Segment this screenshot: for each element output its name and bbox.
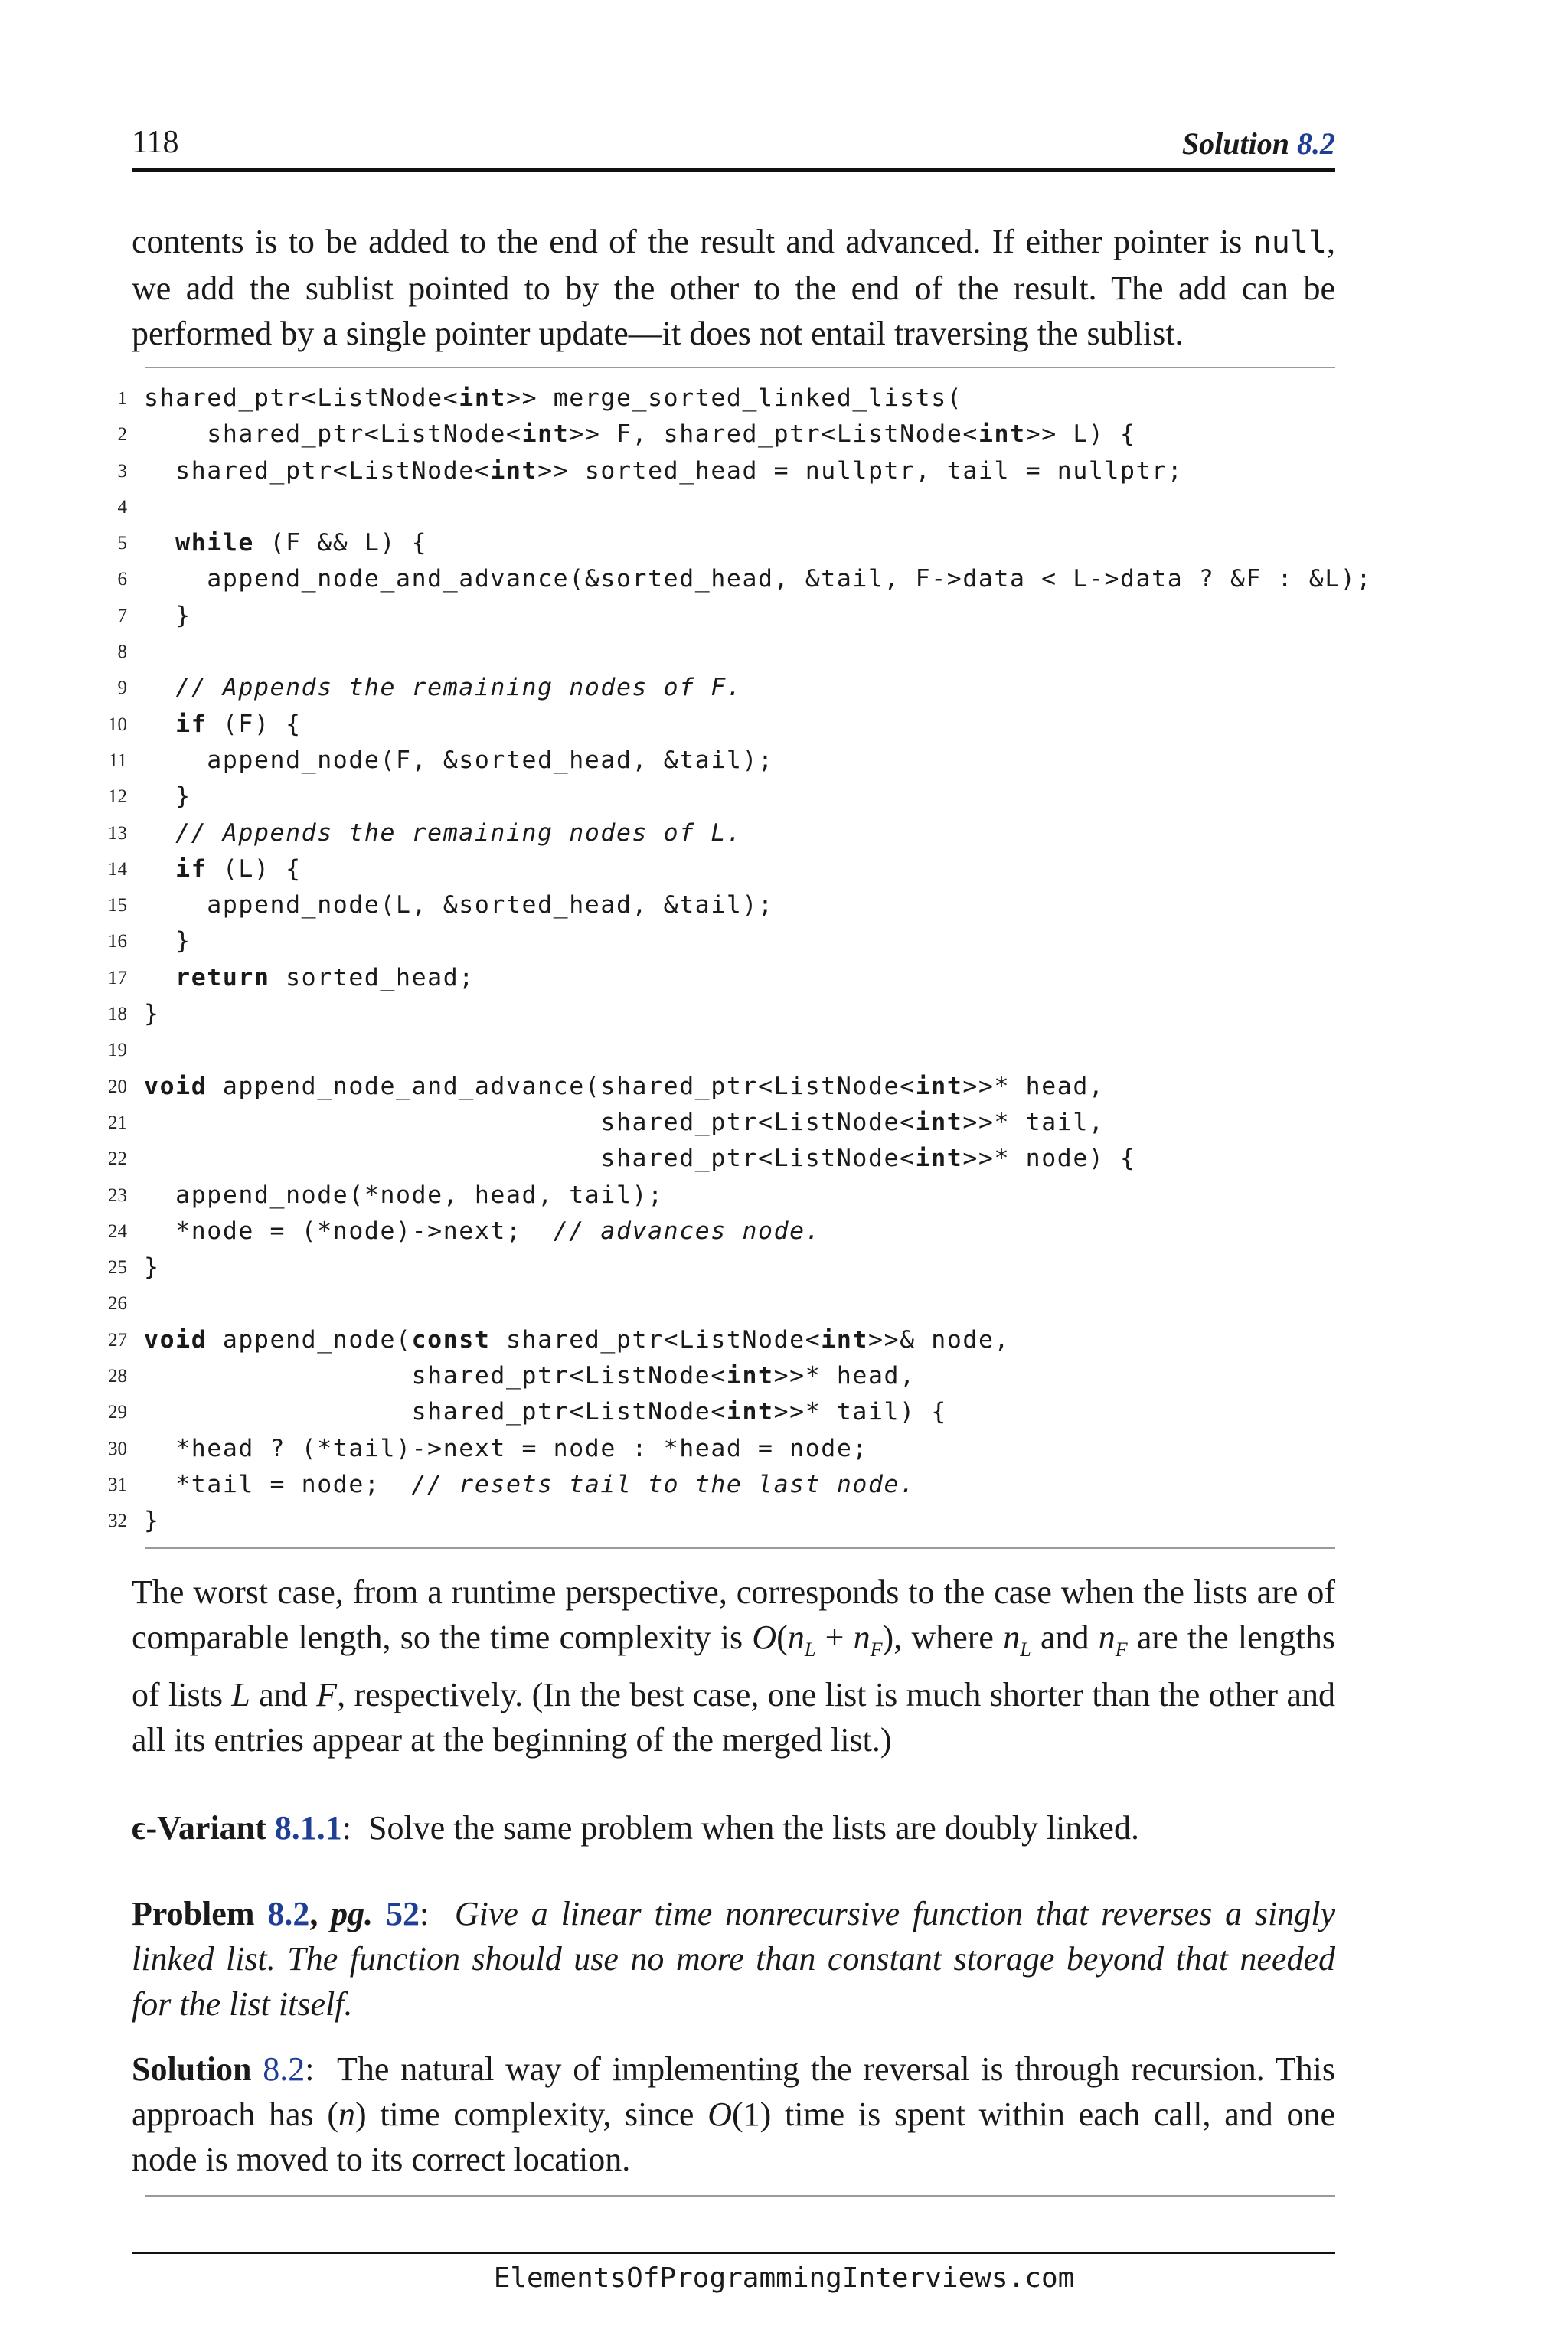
code-text: void append_node(const shared_ptr<ListNode<int>>& node, <box>144 1325 1011 1354</box>
line-number: 28 <box>108 1366 127 1387</box>
line-number: 14 <box>108 858 127 880</box>
footer-site[interactable]: ElementsOfProgrammingInterviews.com <box>493 2262 1075 2294</box>
code-line <box>96 1431 1352 1467</box>
code-line <box>96 887 1352 923</box>
variant-number-link[interactable]: 8.1.1 <box>274 1809 342 1847</box>
code-text: shared_ptr<ListNode<int>>* head, <box>144 1362 916 1390</box>
line-number: 10 <box>108 714 127 735</box>
line-number: 7 <box>117 605 127 626</box>
code-line <box>96 923 1352 959</box>
line-number: 11 <box>108 750 127 771</box>
running-title <box>1182 126 1335 162</box>
code-line <box>96 996 1352 1032</box>
code-text: append_node(*node, head, tail); <box>144 1181 664 1209</box>
problem-number-link[interactable]: 8.2 <box>267 1895 310 1932</box>
code-top-rule <box>145 367 1335 368</box>
line-number: 27 <box>108 1329 127 1351</box>
line-number: 24 <box>108 1220 127 1242</box>
line-number: 30 <box>108 1438 127 1459</box>
line-number: 18 <box>108 1004 127 1025</box>
problem-label: Problem <box>132 1895 268 1932</box>
code-line <box>96 525 1352 561</box>
n-l-sub: L <box>804 1638 816 1661</box>
code-line <box>96 670 1352 706</box>
n-f-sub: F <box>870 1638 883 1661</box>
line-number: 19 <box>108 1040 127 1061</box>
code-line <box>96 1358 1352 1394</box>
code-line <box>96 1214 1352 1250</box>
code-line <box>96 598 1352 634</box>
list-f: F <box>316 1675 338 1713</box>
code-line <box>96 416 1352 452</box>
line-number: 32 <box>108 1511 127 1532</box>
code-text: void append_node_and_advance(shared_ptr<ListNode<int>>* head, <box>144 1072 1105 1100</box>
n-f: n <box>853 1619 871 1656</box>
complexity-text-1: The worst case, from a runtime perspective, corresponds to the case when the lists are of comparable length, so the time complexity is <box>132 1573 1335 1656</box>
line-number: 23 <box>108 1184 127 1206</box>
code-text: if (F) { <box>175 710 302 738</box>
code-text: } <box>144 927 191 956</box>
variant-label: ϵ-Variant <box>132 1809 275 1847</box>
line-number: 25 <box>108 1257 127 1279</box>
code-line <box>96 743 1352 779</box>
code-text: } <box>144 601 191 629</box>
line-number: 17 <box>108 967 127 988</box>
code-line <box>96 1250 1352 1285</box>
code-line <box>96 561 1373 597</box>
line-number: 21 <box>108 1112 127 1133</box>
code-text: return sorted_head; <box>175 963 475 991</box>
inline-code-null: null <box>1253 225 1327 260</box>
solution-colon: : <box>305 2050 315 2088</box>
problem-pg-label: pg. <box>331 1895 374 1932</box>
line-number: 12 <box>108 786 127 808</box>
code-line <box>96 960 1352 996</box>
n-l-2-sub: L <box>1020 1638 1031 1661</box>
code-line <box>96 779 1352 815</box>
code-line <box>96 1032 1352 1068</box>
code-line <box>96 489 1352 525</box>
line-number: 5 <box>117 533 127 554</box>
code-text: } <box>144 782 191 811</box>
code-line <box>96 453 1352 489</box>
page-header <box>132 122 1335 172</box>
code-text: shared_ptr<ListNode<int>>* node) { <box>144 1145 1136 1173</box>
line-number: 2 <box>117 424 127 446</box>
code-bottom-rule <box>145 1547 1335 1549</box>
variant-text: Solve the same problem when the lists are doubly linked. <box>368 1809 1139 1847</box>
code-listing <box>96 381 1373 1540</box>
code-text: *head ? (*tail)->next = node : *head = node; <box>144 1434 868 1462</box>
problem-colon: : <box>419 1895 430 1932</box>
code-text: *node = (*node)->next; // advances node. <box>144 1217 822 1245</box>
and-1: and <box>1031 1619 1099 1656</box>
code-line <box>96 1285 1352 1321</box>
line-number: 9 <box>117 678 127 699</box>
complexity-text-3: are the lengths of lists <box>132 1619 1335 1713</box>
problem-text: Give a linear time nonrecursive function that reverses a singly linked list. The function should use no more than constant storage beyond that needed for the list itself. <box>132 1895 1335 2023</box>
paren-open: ( <box>776 1619 788 1656</box>
and-2: and <box>250 1675 317 1713</box>
code-line <box>96 1467 1352 1503</box>
line-number: 16 <box>108 931 127 952</box>
code-text: if (L) { <box>175 854 302 883</box>
solution-text-1: The natural way of implementing the reversal is through recursion. This approach has ( <box>132 2050 1335 2133</box>
line-number: 1 <box>117 388 127 409</box>
code-text: append_node_and_advance(&sorted_head, &tail, F->data < L->data ? &F : &L); <box>144 565 1373 593</box>
problem-paragraph <box>132 1891 1335 2027</box>
code-text: // Appends the remaining nodes of L. <box>175 818 743 847</box>
line-number: 26 <box>108 1293 127 1315</box>
code-line <box>96 1322 1352 1358</box>
code-line <box>96 815 1352 851</box>
paren-close: ) <box>882 1619 894 1656</box>
code-line <box>96 707 1352 743</box>
code-text: } <box>144 1507 160 1535</box>
code-line <box>96 381 1352 416</box>
running-title-label: Solution <box>1181 126 1289 161</box>
code-text: shared_ptr<ListNode<int>> merge_sorted_linked_lists( <box>144 384 963 412</box>
line-number: 6 <box>117 569 127 590</box>
complexity-text-4: , respectively. (In the best case, one list is much shorter than the other and all its entries appear at the beginning of the merged list.) <box>132 1675 1336 1759</box>
solution-paragraph <box>132 2047 1335 2182</box>
code-text: shared_ptr<ListNode<int>> F, shared_ptr<ListNode<int>> L) { <box>144 420 1136 449</box>
code-text: // Appends the remaining nodes of F. <box>175 674 743 702</box>
code-line <box>96 1141 1352 1177</box>
problem-page-link[interactable]: 52 <box>385 1895 420 1932</box>
intro-paragraph <box>132 219 1335 356</box>
code-line <box>96 1105 1352 1141</box>
code-line <box>96 634 1352 670</box>
footer-rule <box>132 2252 1335 2254</box>
code-text: append_node(L, &sorted_head, &tail); <box>144 891 774 920</box>
list-l: L <box>231 1675 250 1713</box>
big-o: O <box>752 1619 777 1656</box>
line-number: 13 <box>108 822 127 844</box>
running-title-link[interactable]: 8.2 <box>1297 126 1335 161</box>
line-number: 31 <box>108 1474 127 1495</box>
solution-number-link[interactable]: 8.2 <box>263 2050 305 2088</box>
code-text: shared_ptr<ListNode<int>>* tail) { <box>144 1398 947 1426</box>
code-text: shared_ptr<ListNode<int>>* tail, <box>144 1108 1105 1136</box>
intro-text-2: , we add the sublist pointed to by the other to the end of the result. The add can be performed by a single pointer update—it does not entail traversing the sublist. <box>132 223 1335 352</box>
code-line <box>96 851 1352 887</box>
code-text: } <box>144 1000 160 1028</box>
n-f-2-sub: F <box>1115 1638 1128 1661</box>
code-line <box>96 1394 1352 1430</box>
solution-n: n <box>338 2096 355 2133</box>
intro-text-1: contents is to be added to the end of the result and advanced. If either pointer is <box>132 223 1253 260</box>
solution-big-o: O <box>707 2096 732 2133</box>
code-text: shared_ptr<ListNode<int>> sorted_head = nullptr, tail = nullptr; <box>144 456 1184 485</box>
variant-colon: : <box>341 1809 352 1847</box>
code-line <box>96 1503 1352 1539</box>
code-text: } <box>144 1253 160 1282</box>
line-number: 15 <box>108 895 127 916</box>
code-text: append_node(F, &sorted_head, &tail); <box>144 746 774 774</box>
code-text: while (F && L) { <box>175 529 428 557</box>
plus: + <box>815 1619 854 1656</box>
n-l: n <box>787 1619 805 1656</box>
line-number: 3 <box>117 460 127 482</box>
variant-paragraph <box>132 1805 1335 1851</box>
solution-text-3: (1) time is spent within each call, and one node is moved to its correct location. <box>132 2096 1335 2178</box>
page-number: 118 <box>132 125 179 160</box>
line-number: 8 <box>117 642 127 663</box>
line-number: 22 <box>108 1148 127 1170</box>
line-number: 29 <box>108 1402 127 1423</box>
line-number: 20 <box>108 1076 127 1097</box>
code-line <box>96 1069 1352 1105</box>
n-f-2: n <box>1098 1619 1116 1656</box>
solution-label: Solution <box>132 2050 263 2088</box>
complexity-text-2: , where <box>893 1619 1004 1656</box>
problem-sep: , <box>309 1895 332 1932</box>
code-line <box>96 1178 1352 1214</box>
line-number: 4 <box>117 496 127 518</box>
complexity-paragraph <box>132 1570 1335 1762</box>
code-text: *tail = node; // resets tail to the last node. <box>144 1470 916 1498</box>
solution-text-2: ) time complexity, since <box>354 2096 708 2133</box>
code-start-rule <box>145 2195 1335 2197</box>
n-l-2: n <box>1003 1619 1021 1656</box>
